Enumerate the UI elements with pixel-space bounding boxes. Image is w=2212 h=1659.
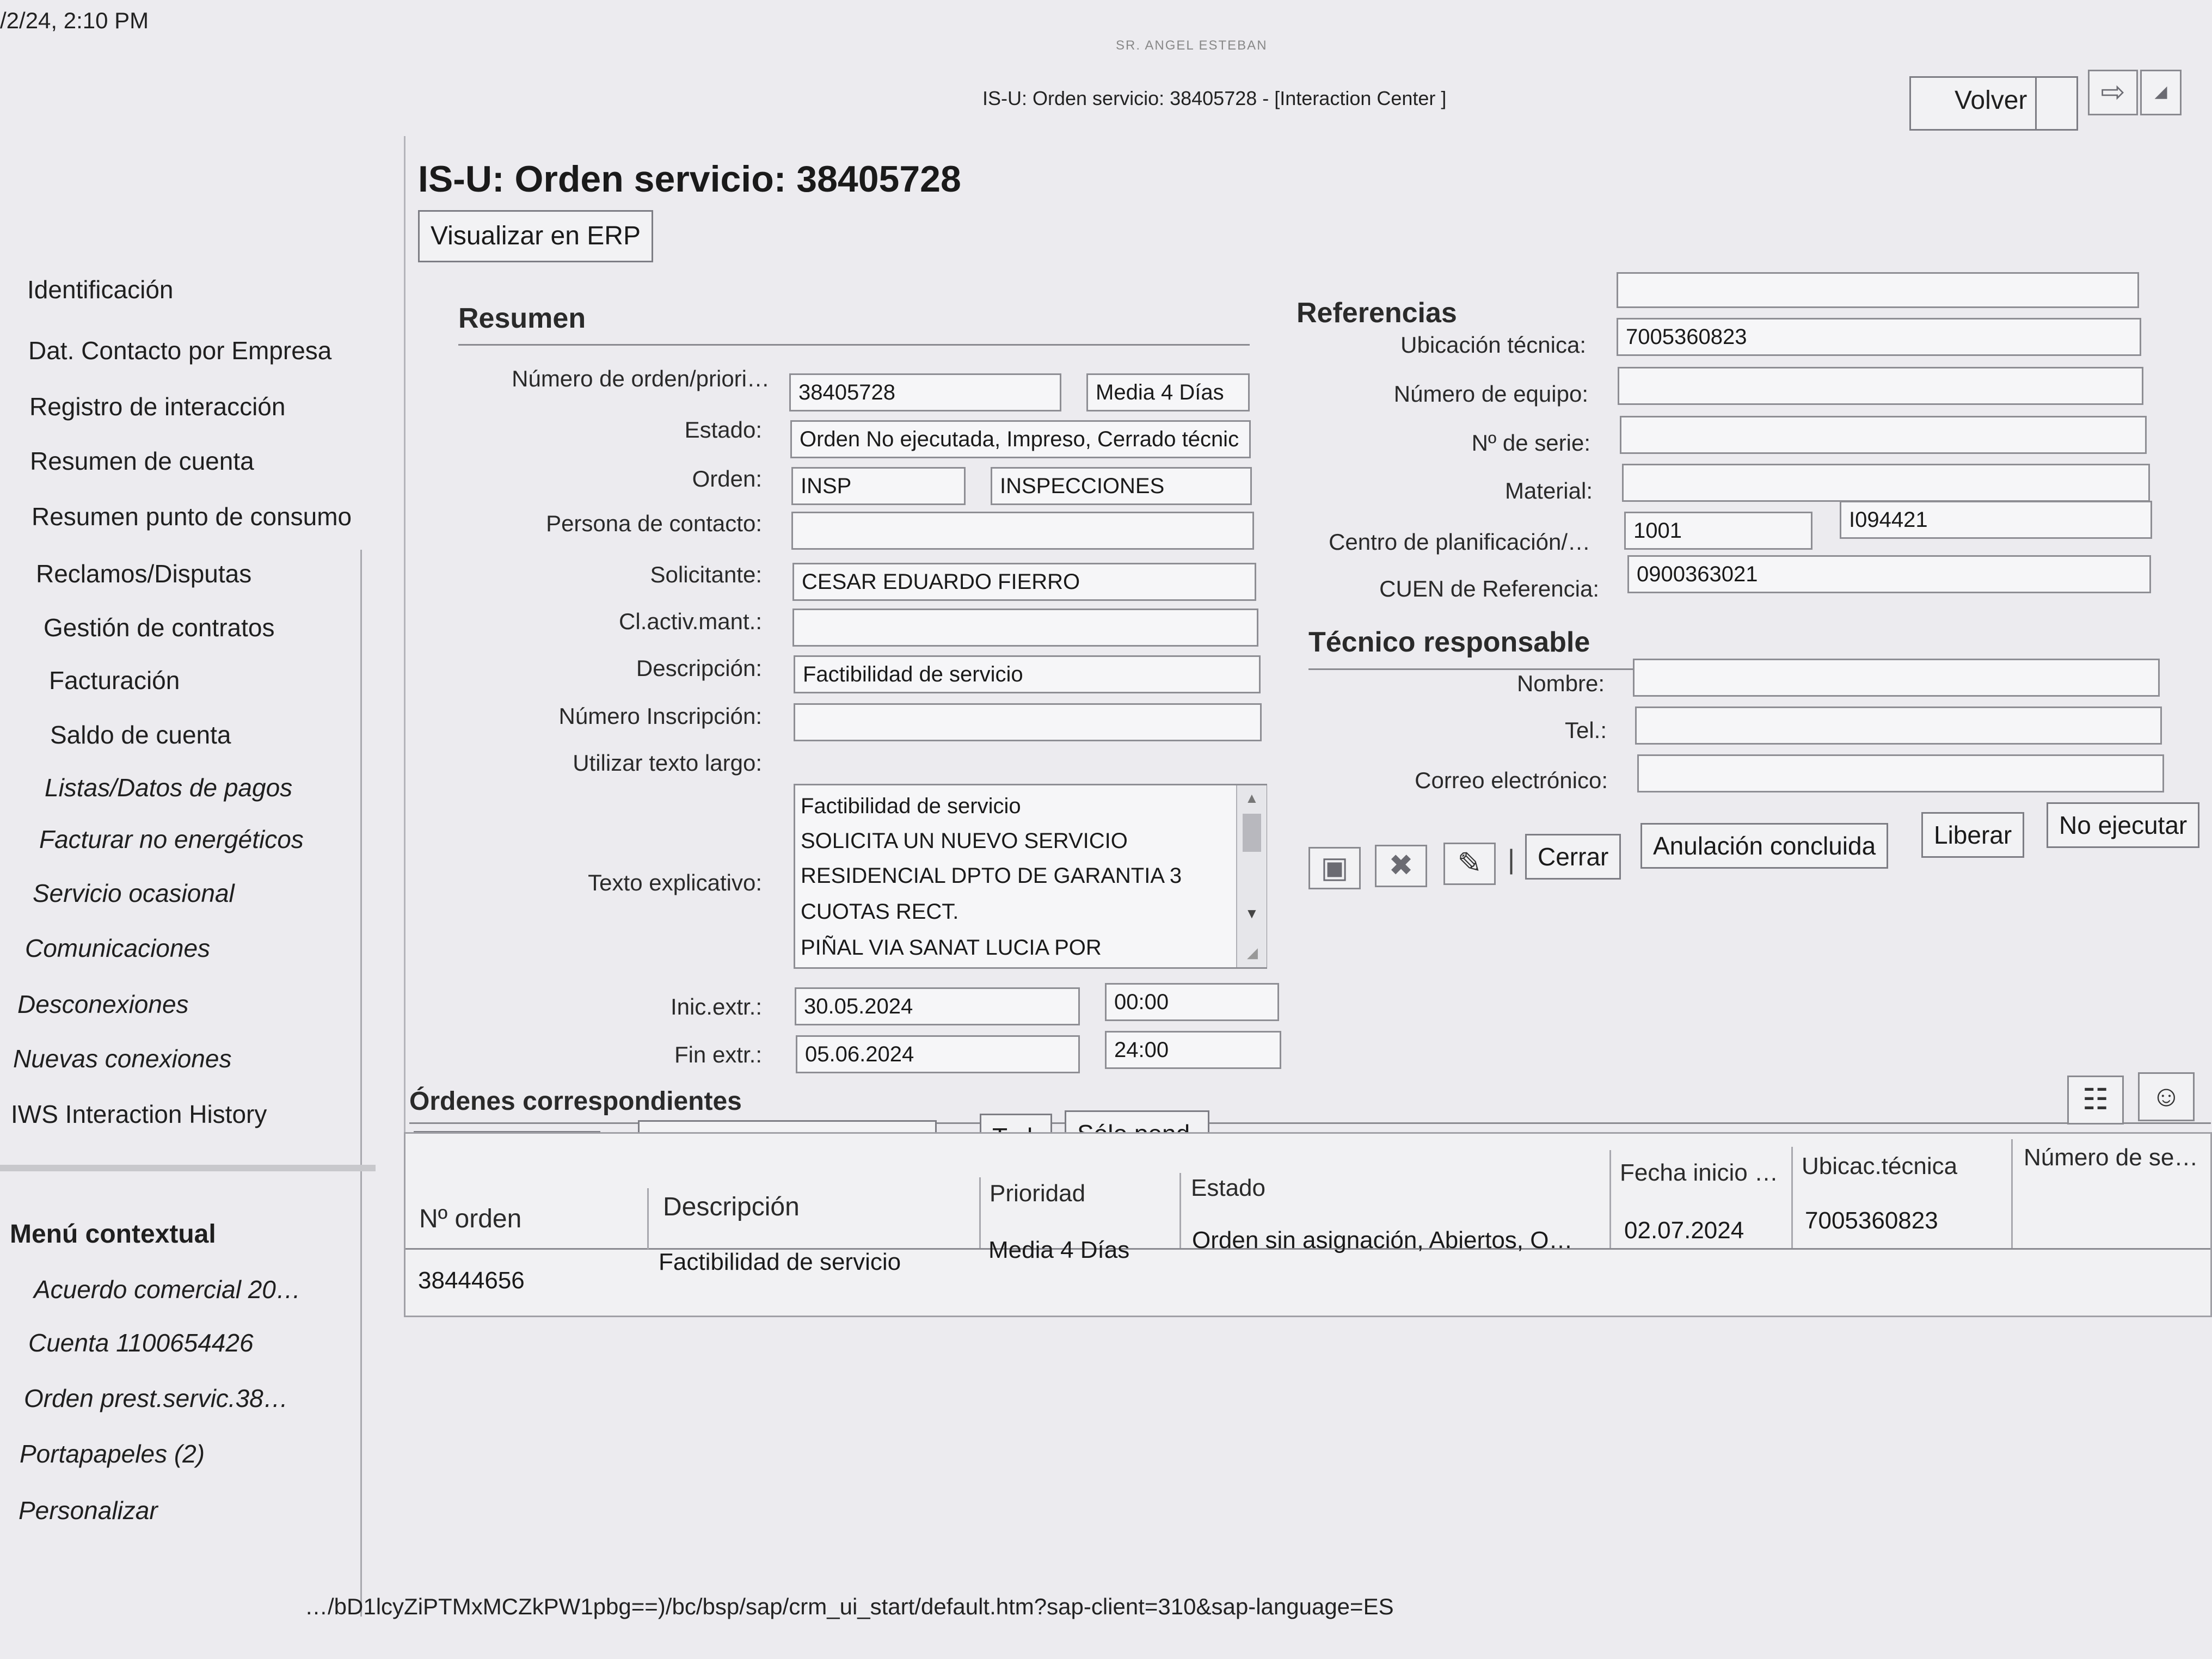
- clactiv-field[interactable]: [792, 609, 1258, 647]
- context-menu-title: Menú contextual: [10, 1220, 216, 1249]
- sidebar-item-servicio-ocasional[interactable]: Servicio ocasional: [33, 879, 235, 907]
- save-icon[interactable]: ▣: [1308, 847, 1361, 889]
- nombre-label: Nombre:: [1516, 671, 1605, 696]
- sidebar-item-desconexiones[interactable]: Desconexiones: [17, 990, 189, 1018]
- col-header-numero-serie[interactable]: Número de se…: [2024, 1144, 2198, 1171]
- resumen-underline: [458, 344, 1250, 346]
- delete-icon[interactable]: ✖: [1375, 845, 1427, 887]
- estado-label: Estado:: [684, 417, 762, 443]
- texto-line-4: CUOTAS RECT.: [801, 900, 959, 924]
- window-title: IS-U: Orden servicio: 38405728 - [Interaction Center ]: [982, 87, 1447, 109]
- ubicacion-tecnica-field[interactable]: 7005360823: [1617, 318, 2141, 356]
- context-item-portapapeles[interactable]: Portapapeles (2): [20, 1440, 205, 1468]
- sidebar-item-registro-interaccion[interactable]: Registro de interacción: [29, 392, 286, 421]
- sidebar-divider: [360, 550, 362, 1617]
- resize-grip-icon[interactable]: ◢: [1247, 944, 1258, 961]
- texto-line-2: SOLICITA UN NUEVO SERVICIO: [801, 829, 1128, 853]
- liberar-button[interactable]: Liberar: [1921, 812, 2024, 858]
- col-header-orden[interactable]: Nº orden: [419, 1205, 522, 1233]
- texto-line-1: Factibilidad de servicio: [801, 794, 1021, 818]
- context-item-orden[interactable]: Orden prest.servic.38…: [24, 1384, 288, 1412]
- cell-orden[interactable]: 38444656: [418, 1267, 525, 1294]
- persona-contacto-label: Persona de contacto:: [546, 511, 762, 536]
- inic-fecha-field[interactable]: 30.05.2024: [795, 987, 1080, 1025]
- volver-button[interactable]: [1909, 76, 2078, 131]
- texto-line-3: RESIDENCIAL DPTO DE GARANTIA 3: [801, 864, 1182, 888]
- resumen-section-title: Resumen: [458, 303, 586, 334]
- orden-desc-field[interactable]: INSPECCIONES: [991, 467, 1252, 505]
- numero-serie-field[interactable]: [1620, 416, 2147, 454]
- referencias-section-title: Referencias: [1297, 297, 1457, 329]
- sidebar-item-resumen-cuenta[interactable]: Resumen de cuenta: [30, 447, 254, 475]
- numero-equipo-field[interactable]: [1618, 367, 2143, 405]
- print-timestamp: /2/24, 2:10 PM: [0, 8, 149, 33]
- referencias-top-field[interactable]: [1617, 272, 2139, 308]
- col-header-ubicacion[interactable]: Ubicac.técnica: [1802, 1153, 1958, 1179]
- sidebar-item-nuevas-conexiones[interactable]: Nuevas conexiones: [13, 1044, 232, 1073]
- col-header-fecha-inicio[interactable]: Fecha inicio …: [1620, 1159, 1779, 1186]
- context-item-cuenta[interactable]: Cuenta 1100654426: [28, 1329, 254, 1357]
- sidebar-item-dat-contacto[interactable]: Dat. Contacto por Empresa: [28, 336, 332, 365]
- sidebar-item-facturacion[interactable]: Facturación: [49, 666, 180, 695]
- cell-fecha: 02.07.2024: [1624, 1217, 1744, 1244]
- prioridad-field[interactable]: Media 4 Días: [1086, 373, 1250, 411]
- sidebar-separator: [0, 1165, 376, 1171]
- col-divider-4: [1609, 1150, 1611, 1248]
- material-field[interactable]: [1622, 464, 2150, 502]
- context-item-personalizar[interactable]: Personalizar: [19, 1496, 158, 1525]
- material-label: Material:: [1504, 478, 1593, 503]
- personalize-user-icon[interactable]: ☺: [2138, 1072, 2195, 1121]
- anulacion-concluida-button[interactable]: Anulación concluida: [1640, 823, 1888, 869]
- fin-hora-field[interactable]: 24:00: [1105, 1031, 1281, 1069]
- footer-url: …/bD1lcyZiPTMxMCZkPW1pbg==)/bc/bsp/sap/crm_ui_start/default.htm?sap-client=310&sap-language=ES: [305, 1594, 1394, 1619]
- cell-descripcion: Factibilidad de servicio: [659, 1249, 901, 1275]
- texto-explicativo-textarea[interactable]: [794, 784, 1267, 969]
- sidebar-item-comunicaciones[interactable]: Comunicaciones: [25, 934, 211, 962]
- texto-line-5: PIÑAL VIA SANAT LUCIA POR: [801, 936, 1102, 960]
- estado-field[interactable]: Orden No ejecutada, Impreso, Cerrado técnic: [790, 420, 1251, 458]
- cell-estado: Orden sin asignación, Abiertos, O…: [1192, 1227, 1573, 1254]
- sidebar-item-saldo-cuenta[interactable]: Saldo de cuenta: [50, 721, 231, 749]
- col-header-estado[interactable]: Estado: [1191, 1175, 1265, 1201]
- descripcion-label: Descripción:: [636, 655, 762, 681]
- cell-ubicacion: 7005360823: [1805, 1207, 1938, 1234]
- tel-field[interactable]: [1635, 706, 2162, 745]
- sidebar-item-iws-history[interactable]: IWS Interaction History: [11, 1100, 267, 1128]
- sidebar-item-resumen-punto-consumo[interactable]: Resumen punto de consumo: [32, 502, 352, 531]
- col-divider-5: [1791, 1147, 1793, 1248]
- numero-serie-label: Nº de serie:: [1471, 430, 1590, 456]
- context-item-acuerdo[interactable]: Acuerdo comercial 20…: [34, 1275, 301, 1304]
- scroll-down-icon[interactable]: ▼: [1245, 905, 1259, 921]
- col-header-descripcion[interactable]: Descripción: [663, 1193, 800, 1221]
- volver-divider: [2035, 78, 2037, 129]
- tecnico-section-title: Técnico responsable: [1308, 626, 1590, 658]
- fin-extr-label: Fin extr.:: [674, 1042, 762, 1067]
- no-ejecutar-button[interactable]: No ejecutar: [2047, 802, 2199, 848]
- inic-hora-field[interactable]: 00:00: [1105, 983, 1279, 1021]
- scroll-up-icon[interactable]: ▲: [1245, 790, 1259, 806]
- col-divider-1: [647, 1188, 649, 1249]
- correo-field[interactable]: [1637, 754, 2164, 792]
- ubicacion-tecnica-label: Ubicación técnica:: [1400, 332, 1586, 358]
- col-header-prioridad[interactable]: Prioridad: [990, 1180, 1086, 1207]
- edit-icon[interactable]: ✎: [1443, 843, 1496, 885]
- texto-largo-label: Utilizar texto largo:: [573, 750, 762, 776]
- toolbar-separator: |: [1508, 844, 1515, 875]
- correo-label: Correo electrónico:: [1415, 767, 1608, 793]
- numero-orden-label: Número de orden/priori…: [512, 366, 770, 391]
- page-title: IS-U: Orden servicio: 38405728: [418, 158, 961, 200]
- numero-inscripcion-field[interactable]: [794, 703, 1262, 741]
- centro-a-field[interactable]: 1001: [1624, 512, 1812, 550]
- textarea-scrollbar[interactable]: [1236, 785, 1267, 967]
- fin-fecha-field[interactable]: 05.06.2024: [796, 1035, 1080, 1073]
- export-table-icon[interactable]: ☷: [2067, 1076, 2124, 1125]
- cell-prioridad: Media 4 Días: [988, 1237, 1130, 1263]
- persona-contacto-field[interactable]: [791, 512, 1254, 550]
- tel-label: Tel.:: [1564, 717, 1607, 743]
- content-left-border: [404, 136, 405, 1241]
- numero-orden-field[interactable]: 38405728: [789, 373, 1061, 411]
- cerrar-button[interactable]: Cerrar: [1525, 834, 1621, 880]
- orden-label: Orden:: [692, 466, 762, 491]
- centro-b-field[interactable]: I094421: [1840, 501, 2152, 539]
- ordenes-section-title: Órdenes correspondientes: [409, 1087, 742, 1116]
- clactiv-label: Cl.activ.mant.:: [619, 609, 762, 634]
- numero-equipo-label: Número de equipo:: [1393, 381, 1588, 407]
- col-divider-2: [979, 1177, 981, 1248]
- solicitante-label: Solicitante:: [650, 562, 762, 587]
- numero-inscripcion-label: Número Inscripción:: [558, 703, 762, 729]
- sidebar-item-reclamos[interactable]: Reclamos/Disputas: [36, 560, 252, 588]
- sidebar-item-identificacion[interactable]: Identificación: [27, 275, 174, 304]
- cuen-referencia-field[interactable]: 0900363021: [1627, 555, 2151, 593]
- solicitante-field[interactable]: CESAR EDUARDO FIERRO: [792, 563, 1256, 601]
- col-divider-6: [2011, 1139, 2013, 1248]
- inic-extr-label: Inic.extr.:: [670, 994, 762, 1019]
- scroll-thumb[interactable]: [1243, 814, 1261, 852]
- volver-label: Volver: [1955, 86, 2027, 115]
- col-divider-3: [1179, 1173, 1181, 1248]
- nombre-field[interactable]: [1633, 659, 2160, 697]
- forward-arrow-icon[interactable]: ⇨: [2088, 70, 2138, 115]
- sidebar-item-gestion-contratos[interactable]: Gestión de contratos: [44, 613, 275, 642]
- texto-explicativo-label: Texto explicativo:: [588, 870, 762, 895]
- collapse-triangle-icon[interactable]: ◢: [2140, 70, 2182, 115]
- orden-tipo-field[interactable]: INSP: [791, 467, 966, 505]
- centro-planificacion-label: Centro de planificación/…: [1329, 529, 1590, 555]
- descripcion-field[interactable]: Factibilidad de servicio: [794, 655, 1261, 693]
- cuen-referencia-label: CUEN de Referencia:: [1379, 576, 1599, 601]
- sidebar-item-facturar-no-energeticos[interactable]: Facturar no energéticos: [39, 825, 304, 853]
- visualizar-erp-button[interactable]: Visualizar en ERP: [418, 210, 653, 262]
- watermark-text: SR. ANGEL ESTEBAN: [1116, 38, 1268, 53]
- sidebar-item-listas-pagos[interactable]: Listas/Datos de pagos: [45, 773, 293, 802]
